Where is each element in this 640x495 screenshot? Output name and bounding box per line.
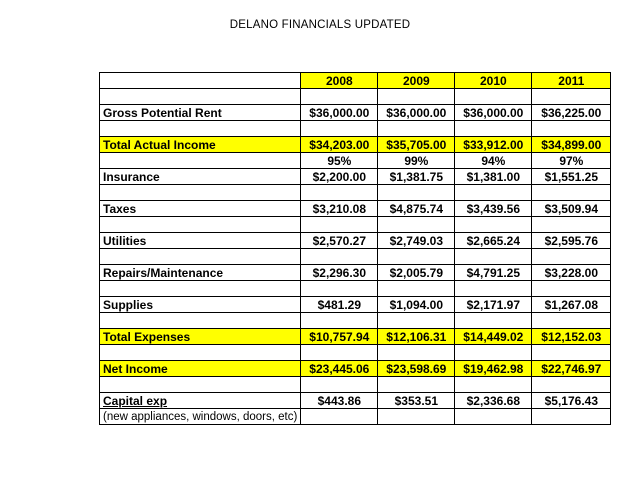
percent-cell: 97% (532, 153, 611, 169)
spacer-row (100, 249, 611, 265)
row-label: Taxes (100, 201, 301, 217)
blank-cell (100, 153, 301, 169)
financials-table (99, 72, 611, 425)
value-cell: $1,551.25 (532, 169, 611, 185)
value-cell: $34,899.00 (532, 137, 611, 153)
spacer-row (100, 345, 611, 361)
value-cell: $481.29 (301, 297, 378, 313)
percent-cell: 95% (301, 153, 378, 169)
value-cell: $12,152.03 (532, 329, 611, 345)
percent-cell: 99% (378, 153, 455, 169)
capital-note-row (100, 409, 611, 425)
net-income-row (100, 361, 611, 377)
value-cell: $2,296.30 (301, 265, 378, 281)
value-cell: $36,000.00 (301, 105, 378, 121)
row-label: Total Actual Income (100, 137, 301, 153)
value-cell: $19,462.98 (455, 361, 532, 377)
value-cell: $5,176.43 (532, 393, 611, 409)
value-cell: $36,225.00 (532, 105, 611, 121)
value-cell: $33,912.00 (455, 137, 532, 153)
total-expenses-row (100, 329, 611, 345)
value-cell: $23,445.06 (301, 361, 378, 377)
value-cell: $2,665.24 (455, 233, 532, 249)
year-header: 2008 (301, 73, 378, 89)
gross-potential-rent-row (100, 105, 611, 121)
value-cell: $35,705.00 (378, 137, 455, 153)
value-cell: $3,210.08 (301, 201, 378, 217)
spacer-row (100, 313, 611, 329)
value-cell: $443.86 (301, 393, 378, 409)
insurance-row (100, 169, 611, 185)
value-cell: $34,203.00 (301, 137, 378, 153)
row-label: Gross Potential Rent (100, 105, 301, 121)
row-label: Net Income (100, 361, 301, 377)
value-cell: $2,336.68 (455, 393, 532, 409)
year-header: 2009 (378, 73, 455, 89)
value-cell: $23,598.69 (378, 361, 455, 377)
header-row (100, 73, 611, 89)
value-cell: $10,757.94 (301, 329, 378, 345)
header-blank-cell (100, 73, 301, 89)
spacer-row (100, 185, 611, 201)
value-cell: $22,746.97 (532, 361, 611, 377)
taxes-row (100, 201, 611, 217)
page-title: DELANO FINANCIALS UPDATED (229, 19, 411, 31)
value-cell: $4,875.74 (378, 201, 455, 217)
spacer-row (100, 121, 611, 137)
value-cell: $2,749.03 (378, 233, 455, 249)
value-cell: $353.51 (378, 393, 455, 409)
total-actual-income-row (100, 137, 611, 153)
value-cell: $36,000.00 (378, 105, 455, 121)
value-cell: $3,509.94 (532, 201, 611, 217)
value-cell: $2,200.00 (301, 169, 378, 185)
value-cell: $1,094.00 (378, 297, 455, 313)
row-label: Supplies (100, 297, 301, 313)
spacer-row (100, 377, 611, 393)
row-label: Repairs/Maintenance (100, 265, 301, 281)
value-cell: $14,449.02 (455, 329, 532, 345)
utilities-row (100, 233, 611, 249)
value-cell: $2,570.27 (301, 233, 378, 249)
row-label: Utilities (100, 233, 301, 249)
capital-note: (new appliances, windows, doors, etc) (100, 409, 301, 425)
repairs-maintenance-row (100, 265, 611, 281)
value-cell: $1,267.08 (532, 297, 611, 313)
row-label: Insurance (100, 169, 301, 185)
year-header: 2010 (455, 73, 532, 89)
value-cell: $1,381.00 (455, 169, 532, 185)
value-cell: $2,171.97 (455, 297, 532, 313)
value-cell: $12,106.31 (378, 329, 455, 345)
spacer-row (100, 89, 611, 105)
capital-exp-row (100, 393, 611, 409)
value-cell: $2,005.79 (378, 265, 455, 281)
value-cell: $1,381.75 (378, 169, 455, 185)
value-cell: $36,000.00 (455, 105, 532, 121)
spacer-row (100, 217, 611, 233)
row-label: Total Expenses (100, 329, 301, 345)
occupancy-row (100, 153, 611, 169)
year-header: 2011 (532, 73, 611, 89)
value-cell: $3,439.56 (455, 201, 532, 217)
value-cell: $3,228.00 (532, 265, 611, 281)
value-cell: $4,791.25 (455, 265, 532, 281)
supplies-row (100, 297, 611, 313)
spacer-row (100, 281, 611, 297)
percent-cell: 94% (455, 153, 532, 169)
row-label: Capital exp (100, 393, 301, 409)
value-cell: $2,595.76 (532, 233, 611, 249)
